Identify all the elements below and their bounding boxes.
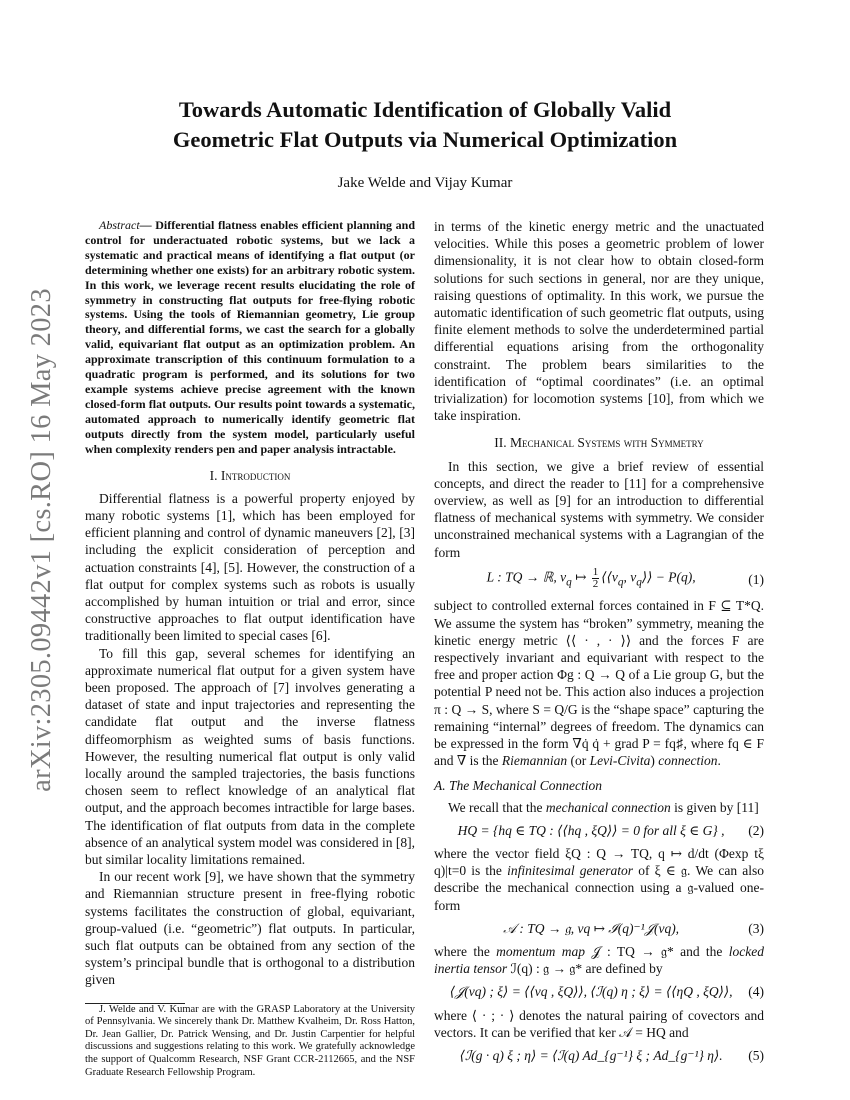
- subsection-a-paragraph-2: [434, 845, 764, 914]
- secA-p1-em: mechanical connection: [545, 799, 671, 815]
- equation-2: [434, 822, 764, 839]
- secA-p1-b: is given by [11]: [670, 799, 759, 815]
- title-line-2: Geometric Flat Outputs via Numerical Optimization: [172, 127, 678, 152]
- secA-p3-em: momentum map: [496, 944, 585, 959]
- section2-paragraph-2: subject to controlled external forces contained in F ⊆ T*Q. We assume the system has “broken” symmetry, meaning the kinetic energy metric ⟨⟨ · , · ⟩⟩ and the forces F are respectively invariant and equivariant with respect to the free and proper action Φg : Q → Q of a Lie group G, but the potential P need not be. This action also induces a projection π : Q → S, where S = Q/G is the “shape space” capturing the remaining “internal” degrees of freedom. The dynamics can be expressed in the form ∇q̇ q̇ + grad P = fq♯, where fq ∈ F and ∇ is the Riemannian (or Levi-Civita) connection.: [434, 598, 764, 769]
- secA-p3-c: ℐ(q) : 𝔤 → 𝔤* are defined by: [507, 961, 663, 977]
- secA-p2-b: of ξ ∈ 𝔤. We can also describe the mechanical connection using a 𝔤-valued one-form: [434, 863, 765, 913]
- eq2-body: HQ = {hq ∈ TQ : ⟨⟨hq , ξQ⟩⟩ = 0 for all ξ ∈ G} ,: [457, 822, 725, 838]
- abstract: [85, 218, 415, 457]
- sec2-p2-em: Riemannian: [501, 753, 568, 769]
- eq1-tail: ⟩⟩ − P(q),: [641, 569, 696, 585]
- equation-4: [434, 983, 764, 1000]
- equation-5: [434, 1047, 764, 1064]
- eq1-fraction: $\frac{1}{2}$: [592, 565, 599, 590]
- intro-paragraph-2: To fill this gap, several schemes for identifying an approximate numerical flat output for a given system have been proposed. The approach of [7] involves generating a dataset of state and input trajectories and representing the candidate flat output and the inverse flatness diffeomorphism as weighted sums of basis functions. However, the resulting numerical flat output is only valid locally around the sampled trajectories, the basis functions chosen seem to reflect knowledge of an analytical flat output, and the approach becomes intractible for large bases. The identification of flat outputs from data in the complete absence of an analytical system model was considered in [8], but similar locality limitations remained.: [85, 645, 415, 867]
- eq1-right: ⟨⟨v: [601, 569, 618, 585]
- left-column: [85, 218, 415, 1079]
- abstract-label: Abstract: [99, 218, 140, 232]
- secA-p3-b: 𝒥 : TQ → 𝔤* and the: [584, 944, 729, 959]
- equation-1: L : TQ → ℝ, $v_q$ ↦ $\frac{1}{2}$ $⟨⟨v_q$, $v_q⟩⟩ - P(q)$, (1): [486, 565, 764, 590]
- eq3-number: (3): [748, 920, 764, 936]
- paper-title: [100, 95, 750, 155]
- subsection-a-paragraph-1: [434, 799, 764, 816]
- eq1-number: (1): [748, 571, 764, 587]
- secA-p1-a: We recall that the: [448, 799, 546, 815]
- abstract-text: — Differential flatness enables efficient planning and control for underactuated robotic systems, but we lack a systematic and practical means of identifying a flat output (or determining whether one exists) for an arbitrary robotic system. In this work, we leverage recent results elucidating the role of symmetry in constructing flat outputs for free-flying robotic systems. Using the tools of Riemannian geometry, Lie group theory, and differential forms, we cast the search for a globally valid, equivariant flat output as an optimization problem. An approximate transcription of this continuum formulation to a quadratic program is performed, and its solutions for two example systems achieve precise agreement with the known closed-form flat outputs. Our results point towards a systematic, automated approach to numerically identify geometric flat outputs directly from the system model, particularly useful when complexity renders pen and paper analysis intractable.: [85, 218, 415, 456]
- eq5-number: (5): [748, 1048, 764, 1064]
- subsection-a-paragraph-3: [434, 943, 764, 977]
- section-heading-mechanical-systems: II. Mechanical Systems with Symmetry: [494, 435, 704, 451]
- equation-3: [434, 920, 764, 937]
- title-line-1: Towards Automatic Identification of Globally Valid: [178, 97, 672, 122]
- footnote: J. Welde and V. Kumar are with the GRASP Laboratory at the University of Pennsylvania. We sincerely thank Dr. Matthew Kvalheim, Dr. Ross Hatton, Dr. Jean Gallier, Dr. Patrick Wensing, and Dr. Justin Carpentier for helpful discussions and suggestions relating to this work. We gratefully acknowledge the support of Qualcomm Research, NSF Grant CCR-2112665, and the NSF Graduate Research Fellowship Program.: [85, 1003, 415, 1078]
- eq4-number: (4): [748, 984, 764, 1000]
- sec2-p2-text: subject to controlled external forces contained in F ⊆ T*Q. We assume the system has “broken” symmetry, meaning the kinetic energy metric ⟨⟨ · , · ⟩⟩ and the forces F are respectively invariant and equivariant with respect to the free and proper action Φg : Q → Q of a Lie group G, but the potential P need not be. This action also induces a projection π : Q → S, where S = Q/G is the “shape space” capturing the remaining “internal” degrees of freedom. The dynamics can be expressed in the form ∇q̇ q̇ + grad P = fq♯, where fq ∈ F and ∇ is the: [434, 598, 764, 769]
- authors: Jake Welde and Vijay Kumar: [337, 175, 513, 191]
- sec2-p2-em3: connection: [658, 753, 718, 769]
- section-heading-introduction: I. Introduction: [209, 467, 291, 483]
- subsection-a-paragraph-4: where ⟨ · ; · ⟩ denotes the natural pairing of covectors and vectors. It can be verified that ker 𝒜 = HQ and: [434, 1007, 764, 1040]
- eq1-left: L : TQ → ℝ, v: [486, 569, 567, 585]
- arxiv-id-text: arXiv:2305.09442v1 [cs.RO] 16 May 2023: [26, 288, 58, 792]
- eq2-number: (2): [748, 822, 764, 838]
- sec2-p2-em2: Levi-Civita: [589, 753, 651, 769]
- subsection-heading-mechanical-connection: A. The Mechanical Connection: [434, 778, 602, 794]
- right-paragraph-1: in terms of the kinetic energy metric and the unactuated velocities. While this poses a geometric problem of lower dimensionality, it is not clear how to obtain closed-form solutions for such sections in general, nor are they unique, raising questions of optimality. In this work, we pursue the automatic identification of such geometric flat outputs, using finite element methods to solve the underdetermined partial differential equations arising from the orthogonality constraint. The problem bears similarities to the identification of “optimal coordinates” (i.e. an optimal trivialization) for locomotion systems [10], from which we take inspiration.: [434, 219, 764, 424]
- section2-paragraph-1: In this section, we give a brief review of essential concepts, and direct the reader to [11] for a comprehensive overview, as well as [9] for an introduction to differential flatness of mechanical systems with symmetry. We consider unconstrained mechanical systems with a Lagrangian of the form: [434, 458, 764, 560]
- eq4-body: ⟨𝒥(vq) ; ξ⟩ = ⟨⟨vq , ξQ⟩⟩, ⟨ℐ(q) η ; ξ⟩ = ⟨⟨ηQ , ξQ⟩⟩,: [449, 984, 733, 1000]
- sec2-p2-mid: (or: [567, 753, 590, 769]
- secA-p2-em: infinitesimal generator: [507, 863, 634, 879]
- arxiv-identifier: [2, 280, 82, 800]
- secA-p2-text: where the vector field ξQ : Q → TQ, q ↦ d/dt (Φexp tξ q)|t=0 is the: [434, 845, 764, 879]
- secA-p3-em2: locked inertia tensor: [434, 944, 764, 977]
- right-column: [434, 218, 764, 1070]
- eq5-body: ⟨ℐ(g · q) ξ ; η⟩ = ⟨ℐ(q) Ad_{g⁻¹} ξ ; Ad_{g⁻¹} η⟩.: [459, 1048, 723, 1064]
- eq3-body: 𝒜 : TQ → 𝔤, vq ↦ ℐ(q)⁻¹𝒥(vq),: [503, 920, 680, 936]
- intro-paragraph-3: In our recent work [9], we have shown that the symmetry and Riemannian structure present in free-flying robotic systems facilitates the construction of global, equivariant, group-valued (i.e. “geometric”) flat outputs. In particular, such flat outputs can be obtained from any section of the system’s principal bundle that is orthogonal to a distribution given: [85, 869, 415, 988]
- intro-paragraph-1: Differential flatness is a powerful property enjoyed by many robotic systems [1], which has been employed for efficient planning and control of dynamic maneuvers [2], [3] including the explicit consideration of perception and actuation constraints [4], [5]. However, the construction of a flat output for complex systems such as robots is usually accomplished by human intuition or trial and error, since constructive approaches to flat output identification have traditionally been limited to special cases [6].: [85, 490, 415, 644]
- secA-p3-a: where the: [434, 944, 497, 959]
